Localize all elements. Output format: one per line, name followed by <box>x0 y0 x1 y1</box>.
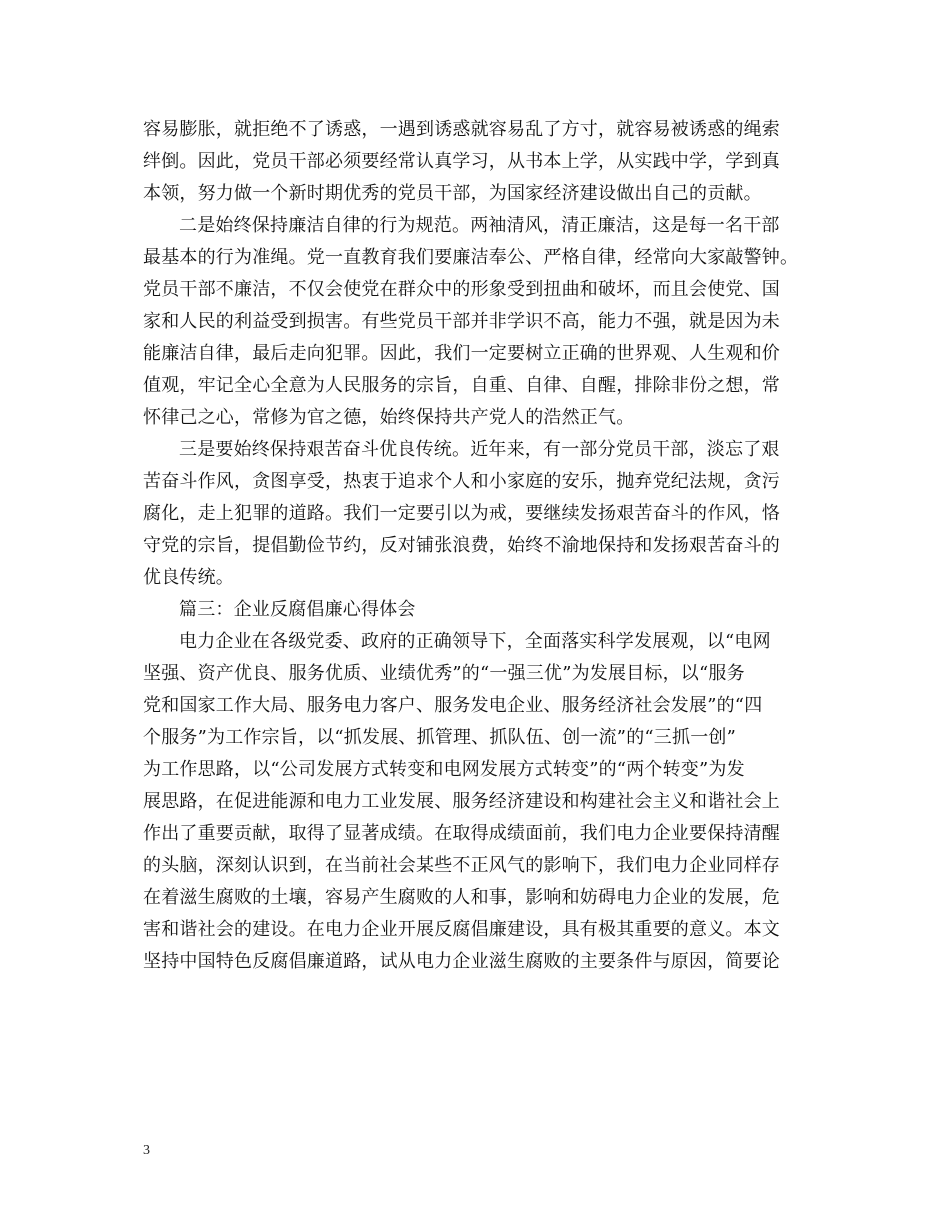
paragraph-first-line: 二是始终保持廉洁自律的行为规范。两袖清风，清正廉洁，这是每一名干部 <box>179 215 780 236</box>
text-line: 害和谐社会的建设。在电力企业开展反腐倡廉建设，具有极其重要的意义。本文 <box>143 919 780 940</box>
text-line: 展思路，在促进能源和电力工业发展、服务经济建设和构建社会主义和谐社会上 <box>143 791 780 812</box>
text-line: 个服务”为工作宗旨，以“抓发展、抓管理、抓队伍、创一流”的“三抓一创” <box>143 727 737 748</box>
text-line: 坚持中国特色反腐倡廉道路，试从电力企业滋生腐败的主要条件与原因，简要论 <box>143 951 780 972</box>
text-line: 优良传统。 <box>143 567 234 588</box>
text-line: 党和国家工作大局、服务电力客户、服务发电企业、服务经济社会发展”的“四 <box>143 695 763 716</box>
text-line: 绊倒。因此，党员干部必须要经常认真学习，从书本上学，从实践中学，学到真 <box>143 151 780 172</box>
text-line: 为工作思路，以“公司发展方式转变和电网发展方式转变”的“两个转变”为发 <box>143 759 745 780</box>
text-line: 守党的宗旨，提倡勤俭节约，反对铺张浪费，始终不渝地保持和发扬艰苦奋斗的 <box>143 535 780 556</box>
text-line: 苦奋斗作风，贪图享受，热衷于追求个人和小家庭的安乐，抛弃党纪法规，贪污 <box>143 471 780 492</box>
text-line: 在着滋生腐败的土壤，容易产生腐败的人和事，影响和妨碍电力企业的发展，危 <box>143 887 780 908</box>
text-line: 值观，牢记全心全意为人民服务的宗旨，自重、自律、自醒，排除非份之想，常 <box>143 375 780 396</box>
text-line: 能廉洁自律，最后走向犯罪。因此，我们一定要树立正确的世界观、人生观和价 <box>143 343 780 364</box>
text-line: 最基本的行为准绳。党一直教育我们要廉洁奉公、严格自律，经常向大家敲警钟。 <box>143 247 799 268</box>
body-text <box>143 114 815 978</box>
text-line: 党员干部不廉洁，不仅会使党在群众中的形象受到扭曲和破坏，而且会使党、国 <box>143 279 780 300</box>
text-line: 本领，努力做一个新时期优秀的党员干部，为国家经济建设做出自己的贡献。 <box>143 183 762 204</box>
text-line: 的头脑，深刻认识到，在当前社会某些不正风气的影响下，我们电力企业同样存 <box>143 855 780 876</box>
text-line: 家和人民的利益受到损害。有些党员干部并非学识不高，能力不强，就是因为未 <box>143 311 780 332</box>
section-heading: 篇三：企业反腐倡廉心得体会 <box>179 599 416 620</box>
paragraph-first-line: 电力企业在各级党委、政府的正确领导下，全面落实科学发展观，以“电网 <box>179 631 771 652</box>
page-number: 3 <box>143 1143 150 1158</box>
text-line: 容易膨胀，就拒绝不了诱惑，一遇到诱惑就容易乱了方寸，就容易被诱惑的绳索 <box>143 119 780 140</box>
text-line: 腐化，走上犯罪的道路。我们一定要引以为戒，要继续发扬艰苦奋斗的作风，恪 <box>143 503 780 524</box>
paragraph-first-line: 三是要始终保持艰苦奋斗优良传统。近年来，有一部分党员干部，淡忘了艰 <box>179 439 780 460</box>
text-line: 作出了重要贡献，取得了显著成绩。在取得成绩面前，我们电力企业要保持清醒 <box>143 823 780 844</box>
text-line: 怀律己之心，常修为官之德，始终保持共产党人的浩然正气。 <box>143 407 635 428</box>
text-line: 坚强、资产优良、服务优质、业绩优秀”的“一强三优”为发展目标，以“服务 <box>143 663 745 684</box>
